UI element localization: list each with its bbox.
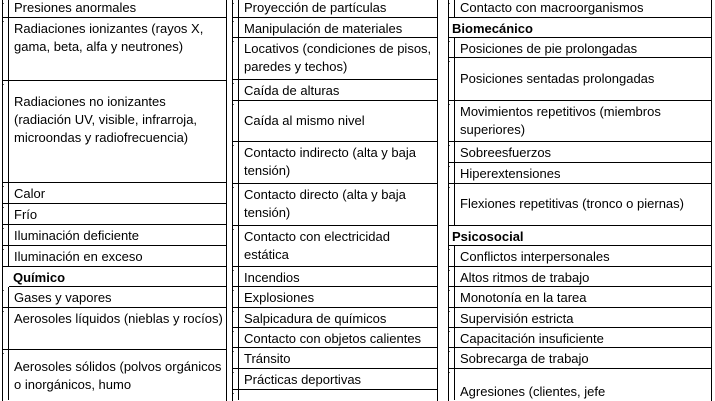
row-marker: ·: [232, 80, 239, 101]
risk-item: Caída de alturas: [239, 80, 438, 101]
risk-item: Frío: [9, 204, 227, 225]
risk-item: Flexiones repetitivas (tronco o piernas): [455, 184, 712, 226]
row-marker: ·: [232, 0, 239, 18]
risk-item: Tránsito: [239, 348, 438, 369]
category-header: Psicosocial: [448, 226, 712, 246]
row-marker: ·: [448, 38, 455, 58]
column-1: [2, 0, 227, 400]
row-marker: ·: [232, 328, 239, 348]
row-marker: ·: [448, 101, 455, 142]
risk-item: Iluminación deficiente: [9, 225, 227, 246]
row-marker: ·: [448, 308, 455, 328]
risk-item: Capacitación insuficiente: [455, 328, 712, 348]
risk-item: Incendios: [239, 267, 438, 287]
risk-item: Contacto indirecto (alta y baja tensión): [239, 142, 438, 184]
row-marker: ·: [232, 390, 239, 400]
column-2: [232, 0, 438, 400]
row-marker: ·: [448, 348, 455, 369]
risk-item: Proyección de partículas: [239, 0, 438, 18]
row-marker: ·: [232, 348, 239, 369]
risk-item: Posiciones sentadas prolongadas: [455, 58, 712, 101]
row-marker: ·: [2, 246, 9, 267]
risk-item: Presiones anormales: [9, 0, 227, 18]
row-marker: ·: [448, 0, 455, 18]
row-marker: ·: [448, 58, 455, 101]
row-marker: ·: [2, 308, 9, 350]
row-marker: ·: [2, 204, 9, 225]
risk-item: Radiaciones ionizantes (rayos X, gama, beta, alfa y neutrones): [9, 18, 227, 81]
risk-item: Prácticas deportivas: [239, 369, 438, 390]
row-marker: ·: [2, 225, 9, 246]
risk-item: Contacto con objetos calientes: [239, 328, 438, 348]
risk-item: Gases y vapores: [9, 287, 227, 308]
row-marker: ·: [232, 18, 239, 38]
row-marker: ·: [2, 18, 9, 81]
risk-item: Hiperextensiones: [455, 163, 712, 184]
risk-item: Contacto directo (alta y baja tensión): [239, 184, 438, 226]
row-marker: ·: [2, 350, 9, 400]
risk-item: Conflictos interpersonales: [455, 246, 712, 267]
category-header: Biomecánico: [448, 18, 712, 38]
risk-item: Sobrecarga de trabajo: [455, 348, 712, 369]
row-marker: ·: [232, 226, 239, 267]
risk-item: Salpicadura de químicos: [239, 308, 438, 328]
risk-item: Calor: [9, 183, 227, 204]
row-marker: ·: [448, 142, 455, 163]
risk-item: Contacto con macroorganismos: [455, 0, 712, 18]
row-marker: ·: [448, 163, 455, 184]
row-marker: ·: [232, 369, 239, 390]
risk-item: Manipulación de materiales: [239, 18, 438, 38]
risk-item: Aerosoles sólidos (polvos orgánicos o inorgánicos, humo: [14, 359, 222, 392]
risk-item: Posiciones de pie prolongadas: [455, 38, 712, 58]
row-marker: ·: [232, 287, 239, 308]
risk-item: Monotonía en la tarea: [455, 287, 712, 308]
row-marker: ·: [232, 308, 239, 328]
row-marker: ·: [2, 287, 9, 308]
row-marker: ·: [232, 267, 239, 287]
row-marker: ·: [2, 81, 9, 183]
risk-item: Explosiones: [239, 287, 438, 308]
risk-item: Agresiones (clientes, jefe: [460, 384, 606, 399]
risk-item: Caída al mismo nivel: [239, 101, 438, 142]
row-marker: ·: [448, 369, 455, 400]
row-marker: ·: [232, 101, 239, 142]
row-marker: ·: [448, 267, 455, 287]
row-marker: ·: [2, 0, 9, 18]
column-3: [448, 0, 712, 400]
risk-item: Locativos (condiciones de pisos, paredes y techos): [239, 38, 438, 80]
risk-item: Iluminación en exceso: [9, 246, 227, 267]
row-marker: ·: [2, 183, 9, 204]
row-marker: ·: [232, 142, 239, 184]
category-header: Químico: [9, 267, 227, 287]
row-marker: ·: [232, 38, 239, 80]
row-marker: ·: [448, 246, 455, 267]
risk-item: Sobreesfuerzos: [455, 142, 712, 163]
row-marker: ·: [232, 184, 239, 226]
row-marker: ·: [448, 287, 455, 308]
risk-item: Movimientos repetitivos (miembros superiores): [455, 101, 712, 142]
row-marker: ·: [448, 328, 455, 348]
risk-item: Altos ritmos de trabajo: [455, 267, 712, 287]
risk-item: Contacto con electricidad estática: [239, 226, 438, 267]
risk-item: Aerosoles líquidos (nieblas y rocíos): [9, 308, 227, 350]
risk-item: Supervisión estricta: [455, 308, 712, 328]
row-marker: ·: [448, 184, 455, 226]
risk-item: Radiaciones no ionizantes (radiación UV, visible, infrarroja, microondas y radiofrecuencia): [9, 81, 227, 183]
